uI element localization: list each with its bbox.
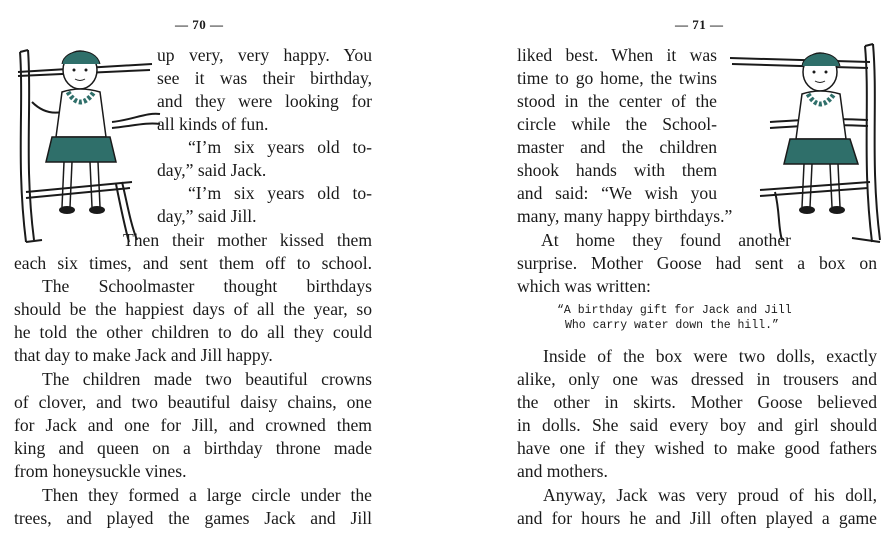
page-number: — 71 — [675,17,724,32]
text-line: should be the happiest days of all the year, so [14,299,372,319]
text-line: and mothers. [517,461,608,481]
text-line: have one if they wished to make good fathers [517,438,877,458]
text-line: The Schoolmaster thought birthdays [42,276,372,296]
poem-line: Who carry water down the hill.” [565,319,779,332]
page-number: — 70 — [175,17,224,32]
text-line: the other in skirts. Mother Goose believed [517,392,877,412]
text-line: Anyway, Jack was very proud of his doll, [543,485,877,505]
text-line: from honeysuckle vines. [14,461,187,481]
text-line: each six times, and sent them off to school. [14,253,372,273]
text-line: shook hands with them [517,160,717,180]
text-line: stood in the center of the [517,91,717,111]
right-page [445,0,890,553]
text-line: “I’m six years old to- [188,137,372,157]
text-line: Inside of the box were two dolls, exactly [543,346,877,366]
text-line: master and the children [517,137,717,157]
text-line: many, many happy birthdays.” [517,206,733,226]
text-line: alike, only one was dressed in trousers and [517,369,877,389]
text-line: and said: “We wish you [517,183,717,203]
text-line: liked best. When it was [517,45,717,65]
text-line: he told the other children to do all they could [14,322,372,342]
text-line: The children made two beautiful crowns [42,369,372,389]
text-line: which was written: [517,276,651,296]
text-line: time to go home, the twins [517,68,717,88]
text-line: surprise. Mother Goose had sent a box on [517,253,877,273]
text-line: up very, very happy. You [157,45,372,65]
girl-on-throne-illustration [12,42,162,247]
text-line: all kinds of fun. [157,114,269,134]
text-line: and they were looking for [157,91,372,111]
text-line: day,” said Jack. [157,160,267,180]
poem-line: “A birthday gift for Jack and Jill [557,304,792,317]
text-line: see it was their birthday, [157,68,372,88]
text-line: trees, and played the games Jack and Jill [14,508,372,528]
text-line: for Jack and one for Jill, and crowned them [14,415,372,435]
text-line: day,” said Jill. [157,206,257,226]
text-line: of clover, and two beautiful daisy chains, one [14,392,372,412]
text-line: and for hours he and Jill often played a game [517,508,877,528]
text-line: Then they formed a large circle under the [42,485,372,505]
text-line: “I’m six years old to- [188,183,372,203]
text-line: Then their mother kissed them [123,230,372,250]
text-line: At home they found another [541,230,791,250]
girl-on-throne-illustration [730,42,885,247]
text-line: circle while the School- [517,114,717,134]
text-line: in dolls. She said every boy and girl should [517,415,877,435]
text-line: that day to make Jack and Jill happy. [14,345,273,365]
text-line: king and queen on a birthday throne made [14,438,372,458]
